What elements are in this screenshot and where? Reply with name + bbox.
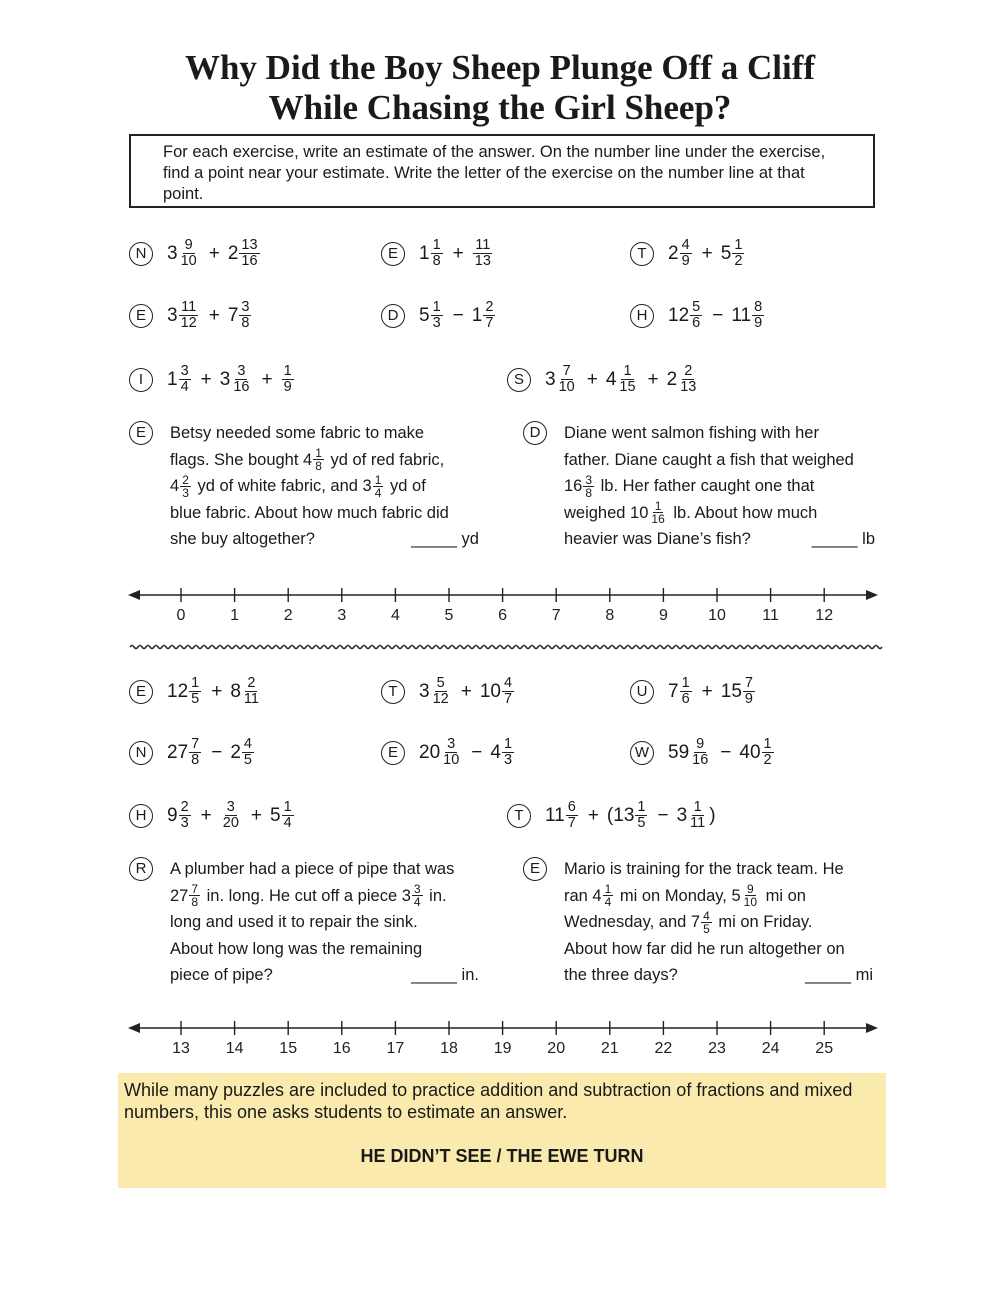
fraction: [189, 883, 200, 908]
numerator: 6: [567, 799, 576, 815]
operator: +: [701, 242, 713, 264]
problem-text: 27: [170, 886, 189, 905]
denominator: 9: [681, 253, 690, 269]
numerator: 1: [432, 299, 441, 315]
numerator: 7: [191, 882, 199, 897]
fraction: [680, 676, 692, 707]
whole-number: 15: [720, 680, 742, 702]
paren-close: ): [709, 804, 716, 826]
problem-text: the three days?: [564, 966, 678, 984]
numerator: 3: [585, 472, 593, 487]
tick-label: 24: [761, 1040, 780, 1057]
numerator: 4: [703, 908, 710, 923]
instructions-text: For each exercise, write an estimate of the answer. On the number line under the exercise, find a point near your estimate. Write the letter of the exercise on the number line at that point.: [163, 143, 826, 203]
exercise-u: [630, 676, 757, 707]
teacher-note: [118, 1073, 886, 1188]
numerator: 8: [754, 299, 763, 315]
operator: +: [586, 368, 598, 390]
word-problem-e-running: [523, 856, 873, 989]
problem-text: piece of pipe?: [170, 966, 273, 984]
puzzle-answer: HE DIDN’T SEE / THE EWE TURN: [360, 1146, 644, 1166]
operator: +: [261, 368, 273, 390]
problem-line: [564, 962, 873, 989]
operator: +: [587, 804, 599, 826]
problem-text: Mario is training for the track team. He: [564, 860, 844, 878]
operator: +: [208, 304, 220, 326]
numerator: 7: [562, 363, 571, 379]
denominator: 5: [703, 921, 710, 936]
tick-label: 5: [444, 607, 454, 624]
numerator: 3: [226, 799, 235, 815]
problem-text: Diane went salmon fishing with her: [564, 424, 819, 442]
whole-number: 3: [219, 368, 231, 390]
problem-text: Wednesday, and 7: [564, 913, 701, 931]
exercise-letter: H: [129, 804, 153, 828]
fraction: [742, 883, 759, 908]
tick-label: 11: [762, 607, 779, 624]
numerator: 5: [692, 299, 701, 315]
operator: +: [250, 804, 263, 826]
denominator: 8: [241, 315, 250, 331]
denominator: 9: [754, 315, 763, 331]
numerator: 3: [241, 299, 250, 315]
problem-text: A plumber had a piece of pipe that was: [170, 860, 455, 878]
problem-text: in. long. He cut off a piece 3: [202, 886, 411, 905]
denominator: 15: [619, 379, 636, 395]
numerator: 13: [241, 237, 258, 253]
problem-text: mi on: [761, 886, 806, 905]
denominator: 16: [233, 379, 250, 395]
numerator: 1: [374, 472, 382, 487]
exercise-letter: T: [630, 242, 654, 266]
exercise-letter: E: [523, 857, 547, 881]
numerator: 7: [191, 736, 200, 752]
operator: −: [720, 741, 732, 763]
denominator: 5: [637, 815, 646, 831]
numerator: 9: [746, 882, 754, 897]
whole-number: 2: [668, 242, 679, 264]
operator: +: [701, 680, 713, 702]
whole-number: 11: [545, 804, 565, 826]
title-line-2: While Chasing the Girl Sheep?: [268, 88, 732, 127]
numerator: 2: [247, 675, 256, 691]
exercise-letter: E: [129, 421, 153, 445]
exercise-letter: E: [129, 304, 153, 328]
numerator: 3: [237, 363, 246, 379]
denominator: 16: [692, 752, 709, 768]
denominator: 5: [243, 752, 252, 768]
tick-label: 22: [654, 1040, 673, 1057]
problem-text: Betsy needed some fabric to make: [170, 424, 425, 442]
problem-text: weighed 10: [564, 503, 649, 522]
problem-text: long and used it to repair the sink.: [170, 913, 418, 931]
whole-number: 5: [720, 242, 732, 264]
exercise-letter: D: [523, 421, 547, 445]
whole-number: 1: [167, 368, 178, 390]
exercise-letter: N: [129, 741, 153, 765]
denominator: 8: [191, 752, 200, 768]
numerator: 2: [182, 472, 189, 487]
problem-line: [564, 883, 873, 910]
problem-text: yd of white fabric, and 3: [192, 477, 372, 495]
problem-text: yd of red fabric,: [325, 450, 445, 469]
fraction: [441, 737, 461, 768]
numerator: 1: [283, 799, 292, 815]
problem-text: in.: [424, 886, 447, 905]
operator: −: [211, 741, 223, 763]
exercise-letter: D: [381, 304, 405, 328]
denominator: 16: [241, 253, 258, 269]
fraction: [635, 800, 647, 831]
problem-text: flags. She bought 4: [170, 450, 313, 469]
numerator: 1: [283, 363, 292, 379]
tick-label: 17: [386, 1040, 405, 1057]
problem-text: About how far did he run altogether on: [564, 939, 845, 958]
numerator: 4: [681, 237, 690, 253]
tick-label: 4: [390, 607, 400, 624]
numerator: 1: [503, 736, 513, 752]
whole-number: 27: [167, 741, 189, 763]
denominator: 3: [182, 485, 189, 500]
arrow-left-icon: [128, 590, 140, 600]
denominator: 10: [443, 752, 460, 768]
operator: +: [452, 242, 464, 264]
answer-blank[interactable]: _____ lb: [811, 530, 875, 548]
denominator: 3: [503, 752, 513, 768]
problem-line: [170, 883, 479, 910]
denominator: 4: [180, 379, 189, 395]
whole-number: 10: [479, 680, 501, 702]
denominator: 8: [432, 253, 441, 269]
whole-number: 2: [227, 242, 239, 264]
numerator: 1: [763, 736, 772, 752]
numerator: 11: [181, 299, 197, 315]
operator: +: [200, 368, 212, 390]
problem-text: lb. About how much: [668, 503, 818, 522]
exercise-letter: U: [630, 680, 654, 704]
fraction: [189, 737, 201, 768]
fraction: [690, 737, 710, 768]
denominator: 8: [191, 895, 199, 910]
numerator: 3: [447, 736, 456, 752]
whole-number: 5: [419, 304, 430, 326]
whole-number: 40: [739, 741, 761, 763]
exercise-n2: [129, 737, 256, 768]
tick-label: 7: [551, 607, 561, 624]
denominator: 6: [681, 691, 690, 707]
whole-number: 1: [419, 242, 430, 264]
denominator: 13: [474, 253, 491, 269]
whole-number: 7: [227, 304, 239, 326]
exercise-t3: [507, 800, 716, 831]
denominator: 3: [432, 315, 441, 331]
denominator: 10: [180, 253, 197, 269]
denominator: 9: [283, 379, 292, 395]
answer-blank[interactable]: _____ yd: [411, 530, 479, 548]
tick-label: 16: [332, 1040, 351, 1057]
numerator: 2: [485, 299, 494, 315]
tick-label: 3: [337, 607, 347, 624]
denominator: 11: [243, 691, 259, 707]
denominator: 8: [315, 459, 322, 474]
denominator: 10: [743, 895, 757, 910]
whole-number: 2: [230, 741, 241, 763]
problem-line: [564, 909, 873, 936]
denominator: 3: [180, 815, 189, 831]
exercise-letter: E: [381, 242, 405, 266]
numerator: 4: [243, 736, 252, 752]
answer-blank[interactable]: _____ in.: [411, 966, 479, 984]
number-line-13-25[interactable]: [128, 1021, 878, 1057]
wavy-divider: [130, 646, 882, 649]
denominator: 9: [744, 691, 753, 707]
numerator: 1: [681, 675, 690, 691]
operator: +: [200, 804, 212, 826]
fraction: [743, 676, 755, 707]
fraction: [189, 676, 201, 707]
exercise-letter: R: [129, 857, 153, 881]
fraction: [688, 800, 707, 831]
tick-label: 0: [176, 607, 186, 624]
denominator: 13: [680, 379, 697, 395]
fraction: [242, 737, 254, 768]
whole-number: 4: [490, 741, 501, 763]
whole-number: 3: [167, 304, 178, 326]
denominator: 4: [283, 815, 292, 831]
problem-line: [170, 909, 479, 936]
arrow-left-icon: [128, 1023, 140, 1033]
denominator: 4: [413, 895, 421, 910]
whole-number: 3: [676, 804, 688, 826]
whole-number: 20: [419, 741, 441, 763]
fraction: [502, 737, 514, 768]
number-line-0-12[interactable]: [128, 588, 878, 624]
exercise-e4: [381, 737, 516, 768]
denominator: 10: [558, 379, 575, 395]
denominator: 20: [222, 815, 239, 831]
tick-label: 14: [225, 1040, 244, 1057]
operator: +: [460, 680, 472, 702]
numerator: 9: [696, 736, 705, 752]
numerator: 1: [693, 799, 702, 815]
operator: −: [712, 304, 724, 326]
problem-text: blue fabric. About how much fabric did: [170, 503, 449, 522]
answer-blank[interactable]: _____ mi: [805, 966, 873, 984]
exercise-w: [630, 737, 776, 768]
numerator: 2: [684, 363, 693, 379]
whole-number: 4: [605, 368, 617, 390]
fraction: [701, 910, 712, 935]
fraction: [412, 883, 423, 908]
operator: −: [452, 304, 464, 326]
exercise-e3: [129, 676, 263, 707]
operator: −: [657, 804, 669, 826]
fraction: [762, 737, 774, 768]
problem-text: heavier was Diane’s fish?: [564, 530, 751, 548]
exercise-letter: E: [129, 680, 153, 704]
operator: +: [647, 368, 659, 390]
exercise-h2: [129, 800, 296, 831]
tick-label: 10: [708, 607, 726, 624]
denominator: 4: [604, 895, 612, 910]
problem-text: yd of: [385, 477, 426, 495]
numerator: 2: [180, 799, 189, 815]
operator: −: [471, 741, 483, 763]
numerator: 4: [503, 675, 513, 691]
denominator: 2: [734, 253, 743, 269]
whole-number: 3: [419, 680, 430, 702]
note-text: While many puzzles are included to practice addition and subtraction of fractions and mixed numbers, this one asks students to estimate an answer.: [124, 1080, 853, 1122]
denominator: 6: [692, 315, 701, 331]
numerator: 1: [604, 882, 612, 897]
problem-text: ran 4: [564, 886, 602, 905]
exercise-letter: T: [507, 804, 531, 828]
tick-label: 6: [498, 607, 508, 624]
whole-number: 12: [668, 304, 690, 326]
problem-text: father. Diane caught a fish that weighed: [564, 450, 854, 469]
fraction: [242, 676, 261, 707]
denominator: 7: [567, 815, 576, 831]
problem-line: [564, 936, 873, 963]
denominator: 2: [763, 752, 772, 768]
exercise-t2: [381, 676, 516, 707]
problem-text: she buy altogether?: [170, 530, 315, 548]
whole-number: 2: [666, 368, 678, 390]
whole-number: 3: [167, 242, 178, 264]
numerator: 1: [637, 799, 646, 815]
operator: +: [208, 242, 220, 264]
whole-number: 5: [270, 804, 281, 826]
whole-number: 1: [471, 304, 483, 326]
exercise-letter: W: [630, 741, 654, 765]
numerator: 7: [744, 675, 753, 691]
whole-number: 59: [668, 741, 690, 763]
tick-label: 15: [279, 1040, 298, 1057]
tick-label: 12: [815, 607, 834, 624]
numerator: 1: [654, 499, 662, 514]
tick-label: 13: [172, 1040, 190, 1057]
exercise-letter: N: [129, 242, 153, 266]
denominator: 7: [503, 691, 513, 707]
fraction: [221, 800, 241, 831]
exercise-letter: S: [507, 368, 531, 392]
numerator: 9: [184, 237, 193, 253]
whole-number: 12: [167, 680, 189, 702]
tick-label: 18: [440, 1040, 458, 1057]
fraction: [603, 883, 614, 908]
paren-open: (13: [606, 804, 635, 826]
whole-number: 7: [668, 680, 679, 702]
numerator: 1: [734, 237, 743, 253]
denominator: 7: [485, 315, 494, 331]
denominator: 12: [180, 315, 197, 331]
numerator: 11: [475, 237, 491, 253]
problem-text: lb. Her father caught one that: [596, 477, 815, 495]
tick-label: 20: [547, 1040, 566, 1057]
tick-label: 25: [815, 1040, 834, 1057]
numerator: 1: [623, 363, 632, 379]
exercise-letter: T: [381, 680, 405, 704]
numerator: 5: [436, 675, 445, 691]
operator: +: [211, 680, 223, 702]
tick-label: 21: [600, 1040, 619, 1057]
problem-line: [564, 856, 873, 883]
problem-text: mi on Monday, 5: [615, 886, 741, 905]
denominator: 8: [585, 485, 593, 500]
arrow-right-icon: [866, 1023, 878, 1033]
numerator: 1: [315, 446, 322, 461]
problem-text: mi on Friday.: [713, 913, 813, 931]
fraction: [431, 676, 451, 707]
tick-label: 1: [230, 607, 240, 624]
whole-number: 3: [545, 368, 556, 390]
numerator: 1: [432, 237, 441, 253]
tick-label: 2: [283, 607, 293, 624]
numerator: 1: [191, 675, 200, 691]
problem-text: 16: [564, 477, 583, 495]
tick-label: 9: [658, 607, 668, 624]
exercise-letter: E: [381, 741, 405, 765]
problem-text: 4: [170, 477, 180, 495]
numerator: 3: [413, 882, 421, 897]
problem-line: [170, 936, 479, 963]
title-line-1: Why Did the Boy Sheep Plunge Off a Cliff: [184, 48, 816, 87]
whole-number: 11: [731, 304, 752, 326]
exercise-letter: I: [129, 368, 153, 392]
whole-number: 9: [167, 804, 178, 826]
fraction: [502, 676, 514, 707]
denominator: 5: [191, 691, 200, 707]
fraction: [179, 800, 191, 831]
problem-line: [170, 856, 479, 883]
numerator: 3: [180, 363, 189, 379]
denominator: 16: [651, 512, 665, 527]
denominator: 12: [432, 691, 449, 707]
word-problem-r-pipe: [129, 856, 479, 989]
problem-line: [170, 962, 479, 989]
exercise-letter: H: [630, 304, 654, 328]
tick-label: 23: [708, 1040, 726, 1057]
fraction: [566, 800, 578, 831]
tick-label: 19: [493, 1040, 512, 1057]
arrow-right-icon: [866, 590, 878, 600]
denominator: 11: [690, 815, 706, 831]
denominator: 4: [374, 485, 382, 500]
fraction: [282, 800, 294, 831]
problem-text: About how long was the remaining: [170, 939, 423, 958]
whole-number: 8: [230, 680, 241, 702]
tick-label: 8: [605, 607, 615, 624]
